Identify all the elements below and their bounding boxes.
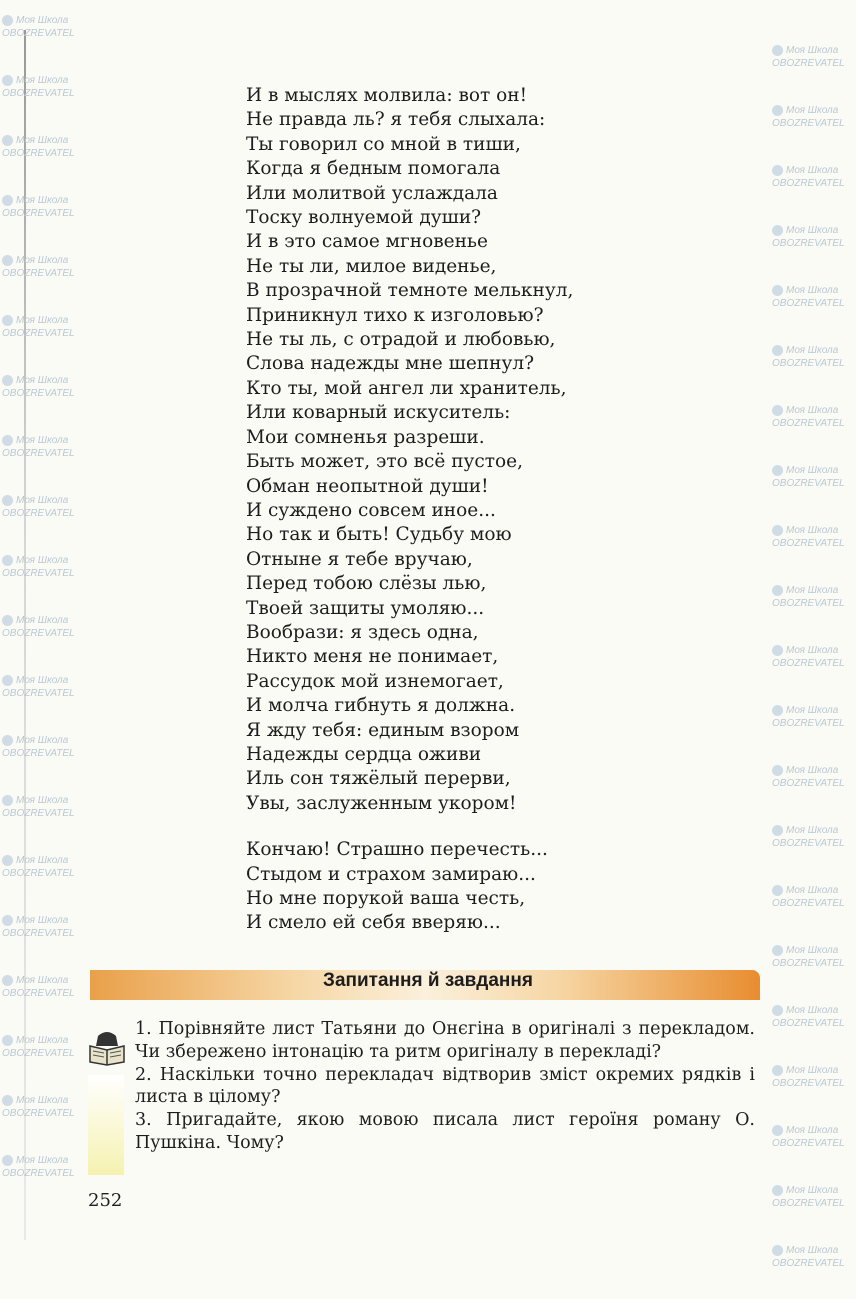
watermark-logo-icon [2,795,13,806]
watermark-school: Моя Школа [16,915,69,926]
watermark-school-row [2,614,84,627]
watermark-brand-row [2,567,84,580]
watermark-school: Моя Школа [16,1155,69,1166]
watermark-logo-icon [772,105,783,116]
watermark-school: Моя Школа [16,735,69,746]
watermark-school-row [772,224,854,237]
watermark-school-row [2,74,84,87]
watermark-logo-icon [772,345,783,356]
watermark-school: Моя Школа [16,315,69,326]
watermark-brand: OBOZREVATEL [2,868,75,879]
watermark-brand: OBOZREVATEL [772,358,845,369]
watermark-logo-icon [2,1155,13,1166]
watermark-school-row [772,1244,854,1257]
watermark-brand: OBOZREVATEL [772,1078,845,1089]
watermark-logo-icon [772,765,783,776]
watermark-school: Моя Школа [786,825,839,836]
questions-list [135,1018,755,1155]
poem-line: И суждено совсем иное... [246,499,496,521]
poem-line: Ты говорил со мной в тиши, [246,133,521,155]
watermark [2,1094,84,1120]
watermark-school-row [772,1124,854,1137]
watermark-school: Моя Школа [16,1095,69,1106]
watermark [2,914,84,940]
watermark [772,1244,854,1270]
watermark [772,644,854,670]
watermark-school-row [2,314,84,327]
poem-line: Но мне порукой ваша честь, [246,888,526,909]
page-binding-edge [24,30,26,1240]
watermark-brand-row [772,1017,854,1030]
watermark-brand: OBOZREVATEL [772,538,845,549]
watermark-brand-row [772,1077,854,1090]
watermark [772,464,854,490]
watermark-school: Моя Школа [16,435,69,446]
watermark-brand-row [2,87,84,100]
watermark-brand: OBOZREVATEL [772,58,845,69]
watermark-brand-row [772,357,854,370]
poem-line: Но так и быть! Судьбу мою [246,524,512,546]
watermark-school-row [772,464,854,477]
watermark-school: Моя Школа [16,795,69,806]
watermark [2,554,84,580]
poem-line: Или коварный искуситель: [246,402,511,424]
watermark [2,1154,84,1180]
watermark-school-row [772,164,854,177]
watermark-brand-row [2,747,84,760]
watermark [772,224,854,250]
watermark-brand: OBOZREVATEL [772,718,845,729]
watermark-school-row [772,104,854,117]
poem-line: Я жду тебя: единым взором [246,719,520,741]
watermark-logo-icon [772,525,783,536]
watermark-brand: OBOZREVATEL [2,928,75,939]
watermark-school: Моя Школа [786,585,839,596]
watermark-brand-row [2,507,84,520]
watermark-brand-row [772,1137,854,1150]
watermark-brand: OBOZREVATEL [772,958,845,969]
watermark-brand: OBOZREVATEL [772,118,845,129]
watermark [772,344,854,370]
watermark-brand: OBOZREVATEL [2,568,75,579]
watermark-brand-row [772,237,854,250]
poem-line: Мои сомненья разреши. [246,426,485,448]
watermark-school: Моя Школа [786,225,839,236]
watermark-school-row [2,1094,84,1107]
question-item: 1. Порівняйте лист Татьяни до Онєгіна в оригіналі з перекладом. Чи збережено інтонацію та ритм оригіналу в перекладі? [135,1019,755,1062]
poem-line: Слова надежды мне шепнул? [246,353,534,375]
poem-line: Быть может, это всё пустое, [246,451,523,473]
watermark-school: Моя Школа [786,1065,839,1076]
watermark-brand-row [2,927,84,940]
watermark-school: Моя Школа [16,615,69,626]
poem-line: Приникнул тихо к изголовью? [246,304,544,326]
watermark-brand-row [2,867,84,880]
poem-line: И в это самое мгновенье [246,231,488,253]
watermark-school-row [772,404,854,417]
watermark [772,44,854,70]
watermark-logo-icon [772,1245,783,1256]
watermark-logo-icon [2,135,13,146]
watermark-logo-icon [772,285,783,296]
watermark-school: Моя Школа [16,135,69,146]
watermark-brand: OBOZREVATEL [2,1048,75,1059]
watermark-school-row [2,554,84,567]
watermark-brand: OBOZREVATEL [2,88,75,99]
poem-line: Не ты ли, милое виденье, [246,255,497,277]
watermark-school-row [772,344,854,357]
poem-line: Не ты ль, с отрадой и любовью, [246,329,556,351]
watermark-brand-row [772,897,854,910]
poem-line: Кто ты, мой ангел ли хранитель, [246,377,567,399]
poem-line: Не правда ль? я тебя слыхала: [246,109,546,131]
watermark-school: Моя Школа [786,465,839,476]
watermark [2,434,84,460]
watermark-school-row [2,674,84,687]
watermark-school: Моя Школа [786,945,839,956]
watermark-logo-icon [772,1065,783,1076]
watermark-school-row [2,1034,84,1047]
watermark-school: Моя Школа [786,405,839,416]
watermark-brand-row [772,57,854,70]
watermark-school: Моя Школа [786,765,839,776]
watermark-logo-icon [2,1035,13,1046]
watermark [2,314,84,340]
watermark-school-row [772,884,854,897]
watermark-logo-icon [772,585,783,596]
watermark-school: Моя Школа [786,45,839,56]
poem-line: Рассудок мой изнемогает, [246,670,504,692]
watermark-brand: OBOZREVATEL [772,838,845,849]
watermark-brand: OBOZREVATEL [772,898,845,909]
watermark-logo-icon [2,615,13,626]
watermark [772,1004,854,1030]
watermark-school-row [772,1064,854,1077]
watermark-school: Моя Школа [786,1125,839,1136]
watermark-brand: OBOZREVATEL [2,328,75,339]
watermark-logo-icon [2,915,13,926]
watermark-brand-row [772,417,854,430]
watermark-logo-icon [2,495,13,506]
watermark-school-row [2,734,84,747]
question-item: 2. Наскільки точно перекладач відтворив зміст окремих рядків і листа в цілому? [135,1064,755,1108]
watermark-school-row [772,944,854,957]
watermark-logo-icon [2,15,13,26]
watermark-logo-icon [2,255,13,266]
watermark-school: Моя Школа [16,15,69,26]
watermark-school: Моя Школа [16,555,69,566]
watermark-brand: OBOZREVATEL [2,1108,75,1119]
poem-line: Надежды сердца оживи [246,743,482,765]
watermark-brand-row [772,1197,854,1210]
watermark-school-row [2,194,84,207]
watermark-brand: OBOZREVATEL [2,28,75,39]
watermark-school-row [2,914,84,927]
watermark-school-row [772,524,854,537]
watermark-brand-row [2,207,84,220]
watermark-brand-row [2,447,84,460]
watermark-brand: OBOZREVATEL [2,748,75,759]
watermark-brand: OBOZREVATEL [772,298,845,309]
watermark-brand: OBOZREVATEL [772,1258,845,1269]
watermark-brand: OBOZREVATEL [2,448,75,459]
watermark-brand-row [2,1047,84,1060]
watermark-school: Моя Школа [16,1035,69,1046]
watermark-school: Моя Школа [786,1005,839,1016]
watermark-logo-icon [2,555,13,566]
watermark-logo-icon [2,315,13,326]
watermark-logo-icon [772,825,783,836]
watermark-school: Моя Школа [16,75,69,86]
poem-line: И в мыслях молвила: вот он! [246,85,528,106]
watermark-brand-row [772,177,854,190]
watermark [772,764,854,790]
watermark [772,164,854,190]
watermark-brand-row [2,627,84,640]
poem-line: Перед тобою слёзы лью, [246,573,487,595]
poem-line: И молча гибнуть я должна. [246,695,516,717]
poem-line: Отныне я тебе вручаю, [246,548,473,570]
stanza-gap [246,816,573,838]
watermark [2,854,84,880]
watermark-brand: OBOZREVATEL [2,148,75,159]
watermark-logo-icon [772,1185,783,1196]
poem-line: Тоску волнуемой души? [246,207,482,229]
poem-line: Увы, заслуженным укором! [246,792,517,814]
poem-line: В прозрачной темноте мелькнул, [246,280,574,302]
watermark-school-row [2,254,84,267]
sidebar-highlight [88,1075,124,1175]
watermark [2,494,84,520]
watermark [2,794,84,820]
poem-line: Обман неопытной души! [246,475,489,497]
watermark-brand: OBOZREVATEL [772,238,845,249]
watermark-brand-row [772,477,854,490]
watermark-brand: OBOZREVATEL [772,658,845,669]
watermark [772,584,854,610]
watermark-brand: OBOZREVATEL [772,778,845,789]
watermark-school-row [772,584,854,597]
watermark-logo-icon [2,435,13,446]
watermark [2,1034,84,1060]
watermark [772,524,854,550]
watermark [2,674,84,700]
watermark-brand: OBOZREVATEL [2,268,75,279]
watermark-brand: OBOZREVATEL [2,1168,75,1179]
watermark-logo-icon [772,45,783,56]
poem-line: Когда я бедным помогала [246,158,501,180]
watermark-brand: OBOZREVATEL [2,808,75,819]
watermark [772,884,854,910]
watermark-school-row [772,704,854,717]
watermark-school-row [2,434,84,447]
watermark-logo-icon [2,375,13,386]
watermark [2,734,84,760]
watermark-brand: OBOZREVATEL [2,508,75,519]
watermark-school-row [772,644,854,657]
watermark-school-row [772,824,854,837]
watermark-brand: OBOZREVATEL [772,418,845,429]
watermark-school: Моя Школа [786,885,839,896]
watermark-school-row [2,14,84,27]
question-item: 3. Пригадайте, якою мовою писала лист героїня роману О. Пушкіна. Чому? [135,1110,755,1153]
watermark-brand-row [2,267,84,280]
watermark-school: Моя Школа [786,105,839,116]
watermark-brand-row [772,837,854,850]
watermark [772,104,854,130]
watermark-logo-icon [2,675,13,686]
watermark-logo-icon [772,165,783,176]
poem-line: Или молитвой услаждала [246,182,498,204]
watermark-logo-icon [772,1005,783,1016]
watermark-brand: OBOZREVATEL [772,178,845,189]
watermark-brand-row [2,147,84,160]
watermark-logo-icon [2,75,13,86]
watermark-brand-row [772,297,854,310]
poem-line: И смело ей себя вверяю... [246,912,501,934]
watermark [772,824,854,850]
watermark-brand: OBOZREVATEL [772,1018,845,1029]
watermark-school: Моя Школа [16,195,69,206]
reading-book-icon [88,1030,126,1066]
watermark-logo-icon [772,225,783,236]
watermark-school: Моя Школа [16,255,69,266]
page-number: 252 [88,1190,123,1211]
watermark-logo-icon [772,945,783,956]
watermark-brand-row [2,807,84,820]
watermark-school: Моя Школа [786,285,839,296]
watermark-school: Моя Школа [786,525,839,536]
watermark-logo-icon [772,405,783,416]
poem-line: Твоей защиты умоляю... [246,597,485,619]
watermark [772,284,854,310]
watermark-brand-row [2,687,84,700]
watermark-logo-icon [2,1095,13,1106]
watermark-school: Моя Школа [16,675,69,686]
poem-stanza-2 [246,838,573,936]
watermark-logo-icon [2,735,13,746]
watermark [2,614,84,640]
watermark [772,944,854,970]
watermark-school-row [2,374,84,387]
watermark-school-row [2,794,84,807]
watermark-brand-row [772,657,854,670]
watermark-brand: OBOZREVATEL [2,628,75,639]
poem-line: Кончаю! Страшно перечесть... [246,839,548,861]
poem-line: Иль сон тяжёлый перерви, [246,768,511,790]
watermark-brand-row [2,1107,84,1120]
poem-line: Никто меня не понимает, [246,646,499,668]
watermark-school: Моя Школа [786,345,839,356]
watermark-school-row [772,1004,854,1017]
watermark [2,194,84,220]
watermark-brand-row [2,327,84,340]
watermark-brand-row [772,117,854,130]
watermark [772,704,854,730]
watermark-brand-row [772,1257,854,1270]
watermark-school: Моя Школа [16,975,69,986]
watermark-school: Моя Школа [16,495,69,506]
watermark-brand: OBOZREVATEL [2,688,75,699]
watermark-school-row [772,284,854,297]
poem-text [246,84,573,936]
watermark-school-row [2,1154,84,1167]
watermark [772,1064,854,1090]
watermark [772,404,854,430]
watermark-brand-row [772,957,854,970]
watermark-logo-icon [772,645,783,656]
watermark [2,134,84,160]
poem-stanza-1 [246,84,573,816]
watermark-school-row [772,44,854,57]
watermark [2,74,84,100]
watermark-brand: OBOZREVATEL [2,388,75,399]
watermark-brand-row [772,777,854,790]
watermark-school-row [772,1184,854,1197]
watermark-logo-icon [772,1125,783,1136]
watermark-school: Моя Школа [786,645,839,656]
watermark-brand: OBOZREVATEL [2,988,75,999]
watermark-logo-icon [772,465,783,476]
watermark-school: Моя Школа [16,855,69,866]
watermark [2,374,84,400]
watermark [772,1124,854,1150]
watermark-school: Моя Школа [786,1245,839,1256]
watermark-brand-row [772,717,854,730]
watermark-school-row [2,134,84,147]
watermark-brand-row [2,1167,84,1180]
watermark-brand: OBOZREVATEL [2,208,75,219]
watermark-brand: OBOZREVATEL [772,478,845,489]
watermark [2,254,84,280]
watermark-brand-row [2,387,84,400]
poem-line: Стыдом и страхом замираю... [246,863,536,885]
watermark-logo-icon [772,885,783,896]
watermark-logo-icon [2,855,13,866]
section-heading: Запитання й завдання [323,970,533,991]
watermark-school-row [2,854,84,867]
watermark [2,14,84,40]
watermark-brand: OBOZREVATEL [772,1138,845,1149]
watermark-school: Моя Школа [786,1185,839,1196]
watermark-brand: OBOZREVATEL [772,598,845,609]
watermark-brand-row [772,537,854,550]
watermark-school: Моя Школа [786,705,839,716]
poem-line: Вообрази: я здесь одна, [246,621,479,643]
watermark-logo-icon [772,705,783,716]
watermark-brand: OBOZREVATEL [772,1198,845,1209]
watermark-brand-row [772,597,854,610]
watermark-logo-icon [2,195,13,206]
watermark-school-row [2,494,84,507]
watermark-brand-row [2,27,84,40]
watermark-school: Моя Школа [16,375,69,386]
watermark [772,1184,854,1210]
watermark-school: Моя Школа [786,165,839,176]
watermark-school-row [772,764,854,777]
